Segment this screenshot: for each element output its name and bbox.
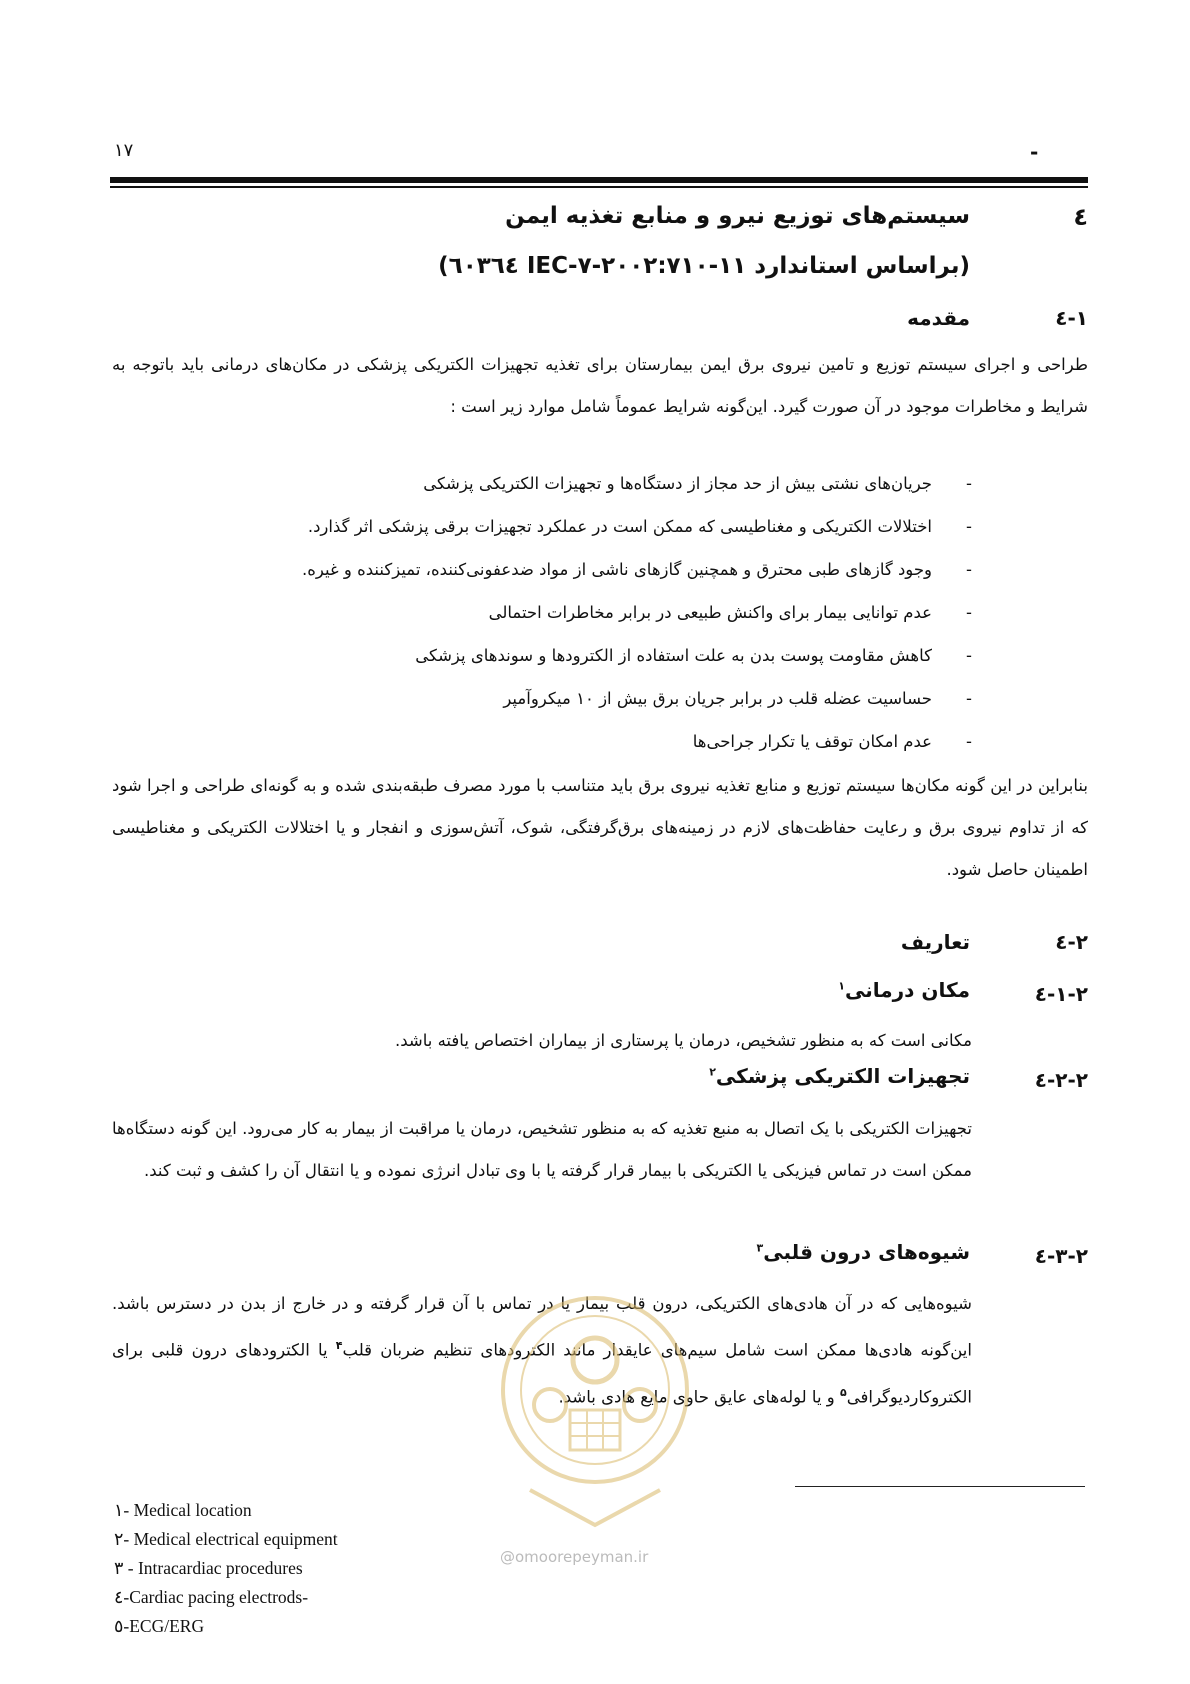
chapter-title: سیستم‌های توزیع نیرو و منابع تغذیه ایمن <box>505 203 970 229</box>
footnote-ref: ۴ <box>335 1339 343 1352</box>
conclusion-paragraph: بنابراین در این گونه مکان‌ها سیستم توزیع و منابع تغذیه نیروی برق باید متناسب با مورد مصرف طبقه‌بندی شده و به گونه‌ای طراحی و اجرا شود که از تداوم نیروی برق و رعایت حفاظت‌های لازم در زمینه‌های برق‌گرفتگی، شوک، آتش‌سوزی و انفجار و یا اختلالات الکتریکی و مغناطیسی اطمینان حاصل شود. <box>112 776 1088 879</box>
list-item-text: اختلالات الکتریکی و مغناطیسی که ممکن است در عملکرد تجهیزات برقی پزشکی اثر گذارد. <box>307 517 932 536</box>
bullet-dash: - <box>966 646 972 665</box>
section-4-2-2-title: تجهیزات الکتریکی پزشکی <box>715 1064 970 1088</box>
section-4-2-1-number: ۱-۲-٤ <box>1034 982 1088 1006</box>
watermark-url: @omoorepeyman.ir <box>500 1548 649 1566</box>
list-item-text: عدم توانایی بیمار برای واکنش طبیعی در برابر مخاطرات احتمالی <box>488 603 932 622</box>
footnote-item: ٤-Cardiac pacing electrods- <box>114 1587 309 1607</box>
section-4-2-2-text: تجهیزات الکتریکی با یک اتصال به منبع تغذیه که به منظور تشخیص، درمان یا مراقبت از بیمار به کار می‌رود. این گونه دستگاه‌ها ممکن است در تماس فیزیکی یا الکتریکی با بیمار قرار گرفته یا با وی تبادل انرژی نموده و یا انتقال آن را کشف و ثبت کند. <box>112 1119 972 1180</box>
bullet-dash: - <box>966 732 972 751</box>
bullet-dash: - <box>966 689 972 708</box>
section-4-2-3-text-a: شیوه‌هایی که در آن هادی‌های الکتریکی، درون قلب بیمار یا در تماس با آن قرار گرفته و در خارج از بدن در دسترس باشد. این‌گونه هادی‌ها ممکن است شامل سیم‌های عایقدار مانند الکترودهای تنظیم ضربان قلب <box>112 1294 972 1360</box>
list-item <box>152 720 972 763</box>
footnotes-list <box>114 1496 338 1641</box>
list-item <box>152 677 972 720</box>
footnote-ref: ۳ <box>756 1241 764 1255</box>
list-item-text: جریان‌های نشتی بیش از حد مجاز از دستگاه‌ها و تجهیزات الکتریکی پزشکی <box>423 474 932 493</box>
chapter-number: ٤ <box>1073 203 1088 231</box>
conditions-list <box>152 462 972 763</box>
footnote-item: ٥-ECG/ERG <box>114 1616 205 1636</box>
header-rule-thick <box>110 177 1088 183</box>
intro-paragraph: طراحی و اجرای سیستم توزیع و تامین نیروی برق ایمن بیمارستان برای تغذیه تجهیزات الکتریکی پزشکی در مکان‌های درمانی باید باتوجه به شرایط و مخاطرات موجود در آن صورت گیرد. این‌گونه شرایط عموماً شامل موارد زیر است : <box>112 355 1088 416</box>
section-4-1-number: ۱-٤ <box>1055 306 1088 330</box>
section-4-2-3-heading <box>757 1240 970 1264</box>
page-number: ۱۷ <box>114 140 134 161</box>
list-item-text: کاهش مقاومت پوست بدن به علت استفاده از الکترودها و سوندهای پزشکی <box>415 646 932 665</box>
bullet-dash: - <box>966 560 972 579</box>
section-4-2-1-text: مکانی است که به منظور تشخیص، درمان یا پرستاری از بیماران اختصاص یافته باشد. <box>394 1031 972 1050</box>
footnote-item: ۲- Medical electrical equipment <box>114 1529 338 1549</box>
bullet-dash: - <box>966 517 972 536</box>
section-4-1-title: مقدمه <box>907 306 970 330</box>
section-4-2-2-number: ۲-۲-٤ <box>1034 1068 1088 1092</box>
bullet-dash: - <box>966 603 972 622</box>
header-rule-thin <box>110 186 1088 188</box>
list-item <box>152 548 972 591</box>
footnote-item: ۳ - Intracardiac procedures <box>114 1558 303 1578</box>
section-4-2-3-text-b: یا الکترودهای درون قلبی برای الکتروکاردیوگرافی <box>112 1340 972 1406</box>
list-item <box>152 634 972 677</box>
footnote-ref: ۵ <box>840 1385 847 1399</box>
footnote-separator <box>795 1486 1085 1487</box>
footnote-item: ۱- Medical location <box>114 1500 252 1520</box>
section-4-2-3-title: شیوه‌های درون قلبی <box>763 1240 970 1264</box>
header-dash: - <box>1030 140 1039 164</box>
list-item <box>152 505 972 548</box>
watermark-seal <box>490 1290 700 1540</box>
list-item-text: عدم امکان توقف یا تکرار جراحی‌ها <box>692 732 932 751</box>
footnote-ref: ۱ <box>838 979 846 993</box>
list-item-text: وجود گازهای طبی محترق و همچنین گازهای ناشی از مواد ضدعفونی‌کننده، تمیزکننده و غیره. <box>302 560 932 579</box>
chapter-subtitle: (براساس استاندارد ۱۱-۲۰۰۲:۷۱۰-۷-IEC ٦٠٣٦٤) <box>438 253 970 279</box>
section-4-2-3-text-c: و یا لوله‌های عایق حاوی مایع هادی باشد. <box>558 1387 840 1406</box>
section-4-2-number: ۲-٤ <box>1055 930 1088 954</box>
bullet-dash: - <box>966 474 972 493</box>
section-4-2-title: تعاریف <box>900 930 970 954</box>
section-4-2-1-heading <box>838 978 970 1002</box>
section-4-2-1-title: مکان درمانی <box>845 978 970 1002</box>
list-item <box>152 462 972 505</box>
footnote-ref: ۲ <box>709 1065 716 1079</box>
list-item <box>152 591 972 634</box>
list-item-text: حساسیت عضله قلب در برابر جریان برق بیش از ۱۰ میکروآمپر <box>503 689 932 708</box>
section-4-2-2-heading <box>709 1064 970 1088</box>
section-4-2-3-number: ۳-۲-٤ <box>1034 1244 1088 1268</box>
